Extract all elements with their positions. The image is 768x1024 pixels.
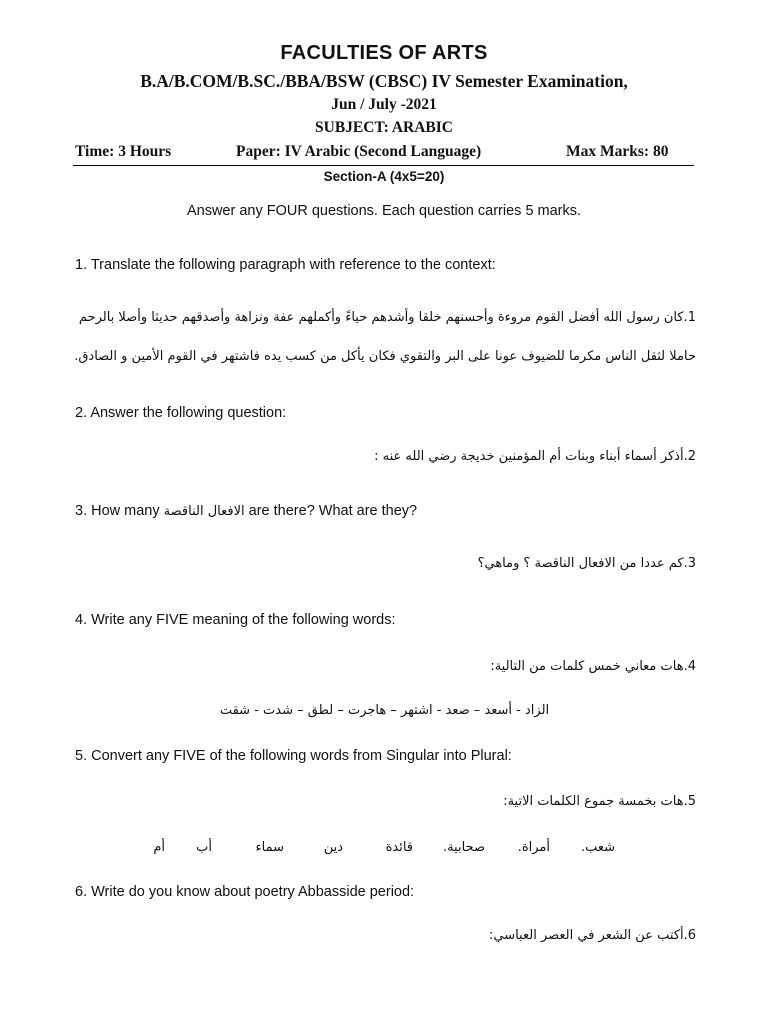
question-5-word: سماء xyxy=(255,840,284,855)
question-5-word: شعب. xyxy=(580,840,615,855)
exam-paper: Paper: IV Arabic (Second Language) xyxy=(236,143,482,160)
question-1-arabic-line-1: 1.كان رسول الله أفضل القوم مروءة وأحسنهم خلقا وأشدهم حياءً وأكملهم عفة ونزاهة وأصدقهم حديثا وأصلا بالرحم xyxy=(78,310,696,325)
question-5-word: أمراة. xyxy=(517,840,550,855)
section-title: Section-A (4x5=20) xyxy=(323,169,445,184)
exam-time: Time: 3 Hours xyxy=(75,143,172,160)
question-1-arabic-line-2: حاملا لثقل الناس مكرما للضيوف عونا على البر والتقوي فكان يأكل من كسب يده فاشتهر في القوم الأمين و الصادق. xyxy=(74,349,696,364)
exam-max-marks: Max Marks: 80 xyxy=(566,143,669,160)
page-title: FACULTIES OF ARTS xyxy=(280,42,488,64)
header-divider xyxy=(73,165,694,166)
question-5-word: أب xyxy=(196,840,212,855)
question-5-word: قائدة xyxy=(385,840,413,855)
question-2-arabic: 2.أذكر أسماء أبناء وبنات أم المؤمنين خديجة رضي الله عنه : xyxy=(374,449,696,464)
question-4-word-list: الزاد - أسعد – صعد - اشتهر – هاجرت – لطق – شدت - شقت xyxy=(219,703,550,718)
question-1: 1. Translate the following paragraph with reference to the context: xyxy=(75,257,496,273)
question-5: 5. Convert any FIVE of the following words from Singular into Plural: xyxy=(75,748,512,764)
exam-subject: SUBJECT: ARABIC xyxy=(315,119,453,136)
section-instructions: Answer any FOUR questions. Each question carries 5 marks. xyxy=(186,203,582,219)
question-5-word: أم xyxy=(153,840,165,855)
question-2: 2. Answer the following question: xyxy=(75,405,287,421)
question-3-arabic: 3.كم عددا من الافعال الناقصة ؟ وماهي؟ xyxy=(477,556,696,571)
question-5-word: دين xyxy=(323,840,343,855)
question-3-text-start: 3. How many xyxy=(75,503,164,519)
question-4: 4. Write any FIVE meaning of the following words: xyxy=(75,612,396,628)
question-3-text-end: are there? What are they? xyxy=(244,503,418,519)
exam-name: B.A/B.COM/B.SC./BBA/BSW (CBSC) IV Semester Examination, xyxy=(140,71,628,91)
question-5-arabic: 5.هات بخمسة جموع الكلمات الاتية: xyxy=(503,794,696,809)
question-6: 6. Write do you know about poetry Abbasside period: xyxy=(75,884,415,900)
question-6-arabic: 6.أكتب عن الشعر في العصر العباسي: xyxy=(488,928,696,943)
question-3-arabic-term: الافعال الناقصة xyxy=(163,504,245,519)
exam-session: Jun / July -2021 xyxy=(331,96,437,113)
question-5-word: صحابية. xyxy=(442,840,485,855)
question-4-arabic: 4.هات معاني خمس كلمات من التالية: xyxy=(490,659,696,674)
question-3 xyxy=(75,503,417,519)
